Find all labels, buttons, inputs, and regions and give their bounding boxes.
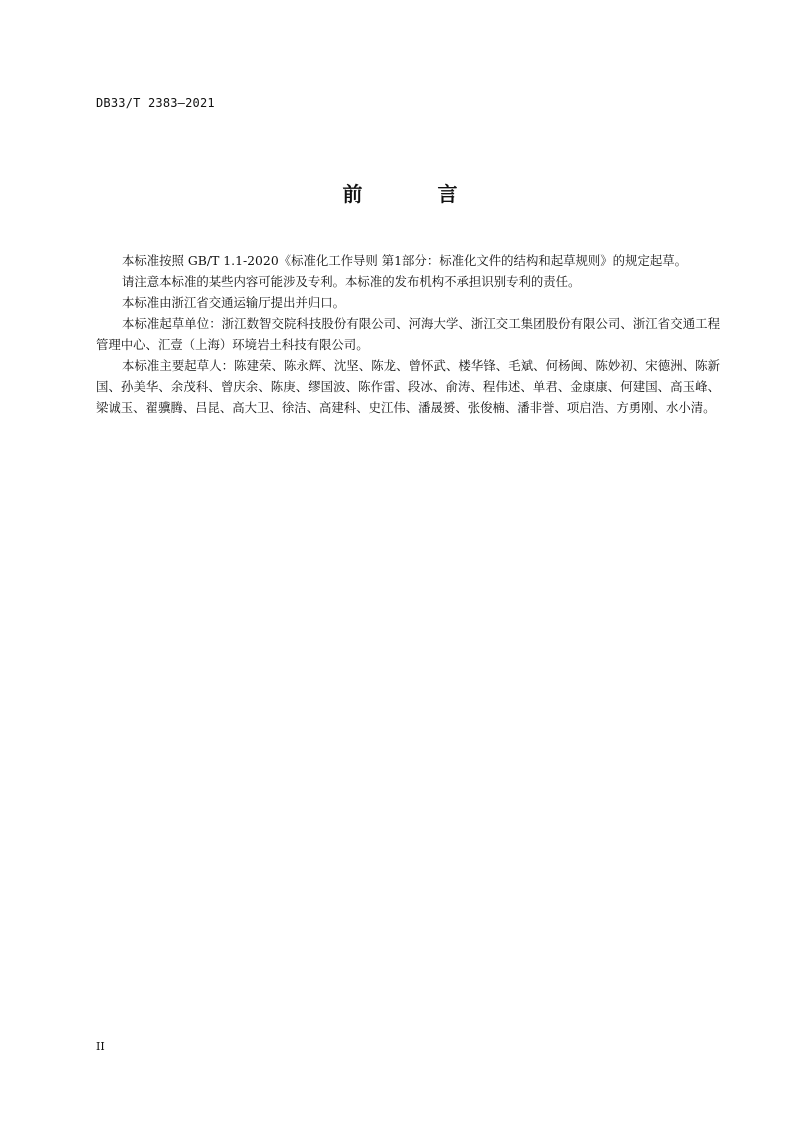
paragraph-patent-notice: 请注意本标准的某些内容可能涉及专利。本标准的发布机构不承担识别专利的责任。 <box>122 274 581 289</box>
page-number: II <box>96 1040 105 1053</box>
page-title: 前 言 <box>342 182 492 206</box>
preface-body <box>96 250 720 418</box>
document-code: DB33/T 2383—2021 <box>96 96 215 110</box>
paragraph-proposer: 本标准由浙江省交通运输厅提出并归口。 <box>122 295 346 310</box>
paragraph-drafting-units: 本标准起草单位：浙江数智交院科技股份有限公司、河海大学、浙江交工集团股份有限公司、浙江省交通工程管理中心、汇壹（上海）环境岩土科技有限公司。 <box>96 316 720 352</box>
paragraph-drafters: 本标准主要起草人：陈建荣、陈永辉、沈坚、陈龙、曾怀武、楼华锋、毛斌、何杨闽、陈妙初、宋德洲、陈新国、孙美华、余茂科、曾庆余、陈庚、缪国波、陈作雷、段冰、俞涛、程伟述、单君、金康康、何建国、高玉峰、梁诚玉、翟骥腾、吕昆、高大卫、徐洁、高建科、史江伟、潘晟赟、张俊楠、潘非誉、项启浩、方勇刚、水小清。 <box>96 358 720 415</box>
paragraph-drafting-basis: 本标准按照 GB/T 1.1-2020《标准化工作导则 第1部分：标准化文件的结构和起草规则》的规定起草。 <box>122 253 688 268</box>
